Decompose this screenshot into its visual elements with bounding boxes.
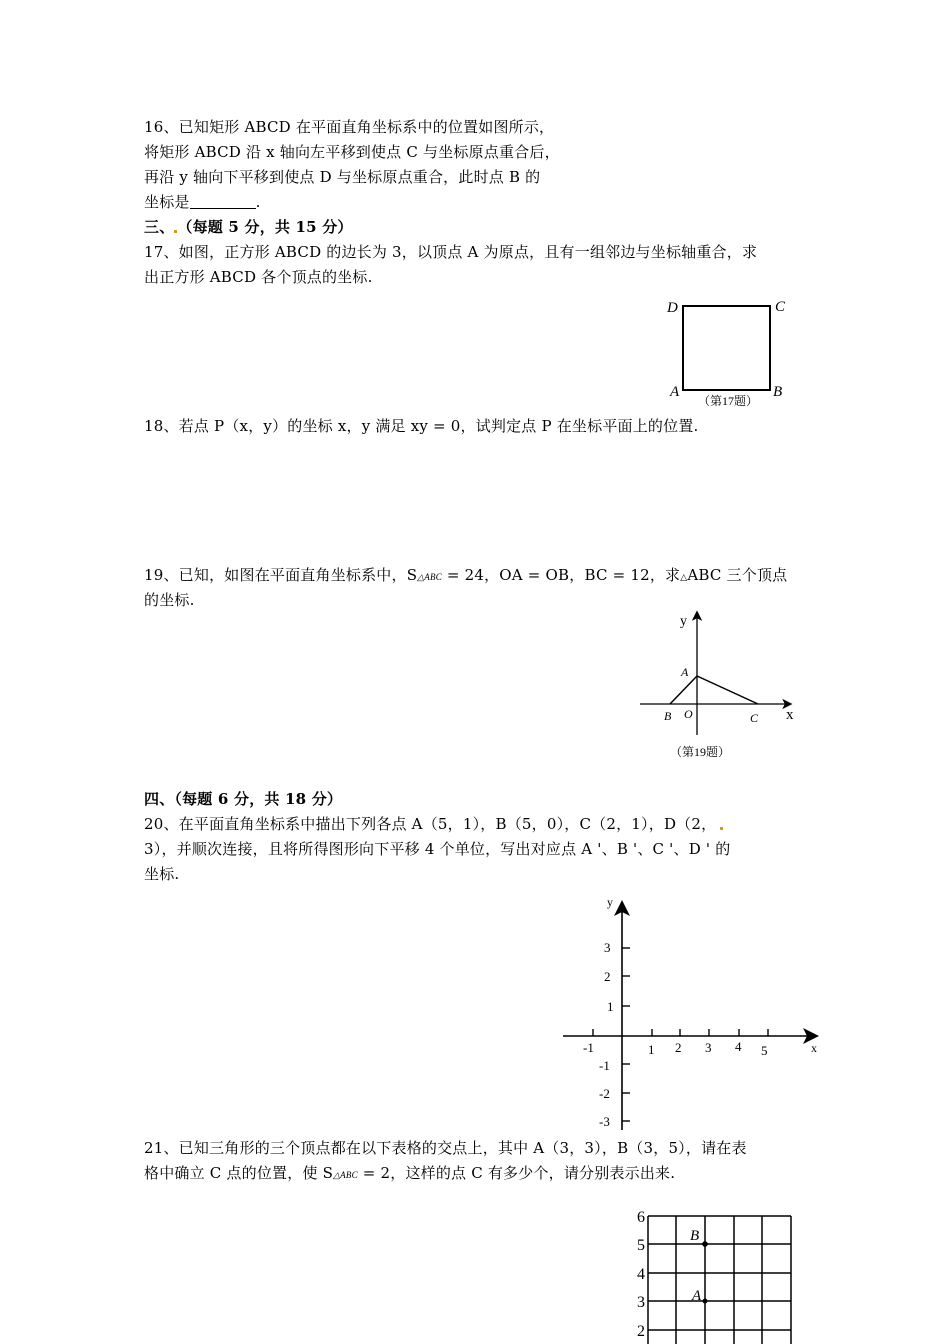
y-axis-label: y — [607, 895, 613, 909]
label-o: O — [684, 707, 693, 721]
label-b: B — [773, 384, 783, 400]
label-a: A — [692, 1288, 702, 1304]
q21-line-2 — [144, 1161, 675, 1188]
x-tick-3: 3 — [705, 1040, 712, 1055]
x-tick-2: 2 — [675, 1040, 682, 1055]
y-tick-4: 4 — [637, 1266, 645, 1283]
q19-text-a: 19、已知，如图在平面直角坐标系中，S — [144, 566, 418, 584]
x-tick-1: 1 — [648, 1042, 655, 1057]
q16-line-3: 再沿 y 轴向下平移到使点 D 与坐标原点重合，此时点 B 的 — [144, 168, 541, 186]
point-a — [703, 1299, 708, 1304]
q21-text-a: 格中确立 C 点的位置，使 S — [144, 1164, 334, 1182]
q17-line-2: 出正方形 ABCD 各个顶点的坐标. — [144, 268, 373, 286]
x-axis-label: x — [811, 1041, 817, 1055]
y-tick-neg3: -3 — [599, 1114, 610, 1129]
x-tick-5: 5 — [761, 1043, 768, 1058]
q21-grid-figure — [625, 1200, 805, 1344]
q21-subscript: △ABC — [333, 1170, 358, 1180]
q20-coordinate-axes — [555, 890, 830, 1135]
label-c: C — [775, 299, 786, 315]
q21-text-b: = 2，这样的点 C 有多少个，请分别表示出来. — [357, 1164, 676, 1182]
q16-line-1: 16、已知矩形 ABCD 在平面直角坐标系中的位置如图所示， — [144, 118, 555, 136]
y-tick-2: 2 — [637, 1323, 645, 1340]
q20-text-1: 20、在平面直角坐标系中描出下列各点 A（5，1），B（5，0），C（2，1），D（2， — [144, 815, 717, 833]
label-a: A — [670, 384, 680, 400]
label-c: C — [750, 711, 759, 725]
section-4-heading — [144, 787, 342, 812]
q19-text-c: ABC 三个顶点 — [687, 566, 788, 584]
q19-text-b: = 24，OA = OB，BC = 12，求 — [441, 566, 681, 584]
q20-line-3: 坐标. — [144, 865, 180, 883]
section-3-heading — [144, 215, 353, 240]
q16-line-4 — [144, 190, 261, 215]
q16-end: . — [255, 193, 261, 211]
q20-line-2: 3），并顺次连接，且将所得图形向下平移 4 个单位，写出对应点 A '、B '、C '、D ' 的 — [144, 840, 731, 858]
y-tick-5: 5 — [637, 1237, 645, 1254]
y-tick-neg2: -2 — [599, 1086, 610, 1101]
q16-line-2: 将矩形 ABCD 沿 x 轴向左平移到使点 C 与坐标原点重合后， — [144, 143, 560, 161]
x-tick-neg1: -1 — [583, 1040, 594, 1055]
q17-line-1: 17、如图，正方形 ABCD 的边长为 3，以顶点 A 为原点，且有一组邻边与坐标轴重合，求 — [144, 243, 758, 261]
q19-line-2: 的坐标. — [144, 591, 195, 609]
q19-triangle-figure — [630, 605, 810, 765]
x-tick-4: 4 — [735, 1039, 742, 1054]
section-3-title: 三、 — [144, 218, 175, 236]
y-tick-6: 6 — [637, 1209, 645, 1226]
q18-text: 18、若点 P（x，y）的坐标 x，y 满足 xy = 0，试判定点 P 在坐标平面上的位置. — [144, 417, 699, 435]
q19-line-1 — [144, 563, 787, 591]
q16-prompt: 坐标是 — [144, 193, 190, 211]
section-3-note: （每题 5 分，共 15 分） — [177, 218, 353, 236]
x-axis-label: x — [786, 707, 794, 723]
q17-caption: （第17题） — [698, 394, 759, 408]
triangle-icon: △ — [680, 573, 688, 583]
label-b: B — [664, 709, 672, 723]
q19-caption: （第19题） — [670, 745, 731, 759]
point-b — [702, 1241, 708, 1247]
label-d: D — [667, 300, 678, 316]
y-tick-3: 3 — [604, 940, 611, 955]
q21-line-1: 21、已知三角形的三个顶点都在以下表格的交点上，其中 A（3，3），B（3，5），请在表 — [144, 1139, 747, 1157]
section-4-note: （每题 6 分，共 18 分） — [174, 790, 343, 808]
y-axis-label: y — [680, 614, 687, 629]
label-a: A — [681, 665, 689, 679]
y-tick-2: 2 — [604, 969, 611, 984]
y-tick-1: 1 — [607, 999, 614, 1014]
y-tick-neg1: -1 — [599, 1058, 610, 1073]
label-b: B — [690, 1228, 700, 1244]
q20-line-1 — [144, 812, 723, 837]
q19-subscript: △ABC — [417, 572, 442, 582]
answer-blank[interactable] — [190, 194, 256, 209]
q17-square-figure — [660, 295, 800, 410]
y-tick-3: 3 — [637, 1294, 645, 1311]
section-4-title: 四、 — [144, 790, 175, 808]
mark-dot — [720, 827, 723, 830]
